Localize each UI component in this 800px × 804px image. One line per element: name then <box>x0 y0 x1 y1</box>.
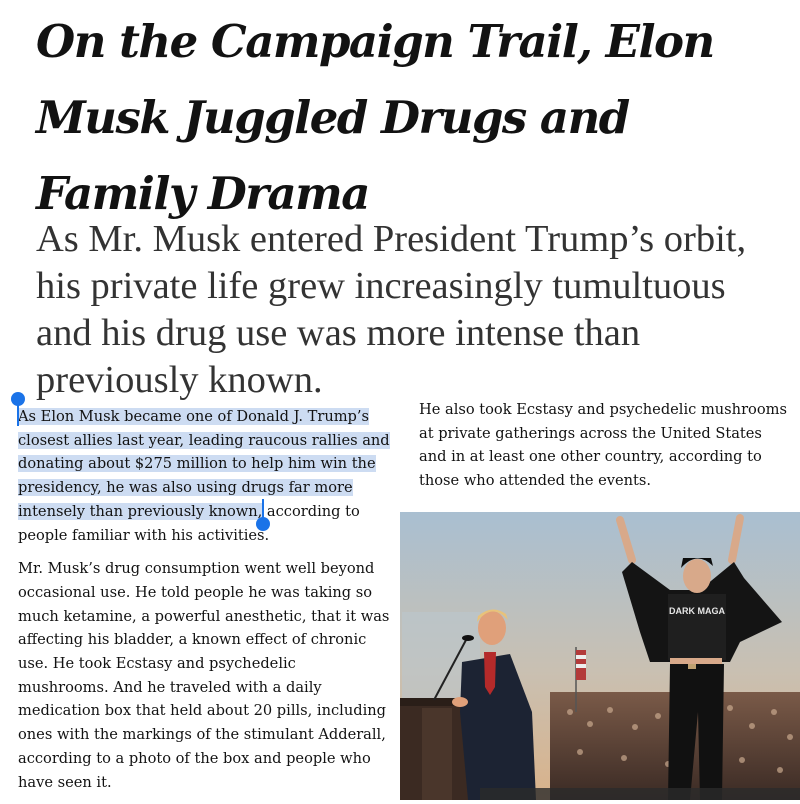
shirt-text: DARK MAGA <box>669 606 725 616</box>
article-photo[interactable] <box>400 512 800 800</box>
selected-text[interactable]: As Elon Musk became one of Donald J. Trump’s closest allies last year, leading raucous rallies and donating about $275 million to help him win the presidency, he was also using drugs far more intensely than previously known, <box>18 408 390 520</box>
paragraph-3: He also took Ecstasy and psychedelic mushrooms at private gatherings across the United States and in at least one other country, according to those who attended the events. <box>419 401 787 490</box>
left-column <box>18 405 390 804</box>
photo-foreground-fence <box>480 788 800 800</box>
headline: On the Campaign Trail, Elon Musk Juggled Drugs and Family Drama <box>36 15 714 220</box>
paragraph-2: Mr. Musk’s drug consumption went well beyond occasional use. He told people he was taking so much ketamine, a powerful anesthetic, that it was affecting his bladder, a known effect of chronic use. He took Ecstasy and psychedelic mushrooms. And he traveled with a daily medication box that held about 20 pills, including ones with the markings of the stimulant Adderall, according to a photo of the box and people who have seen it. <box>18 560 390 791</box>
paragraph-1[interactable] <box>18 405 390 547</box>
summary-dek: As Mr. Musk entered President Trump’s orbit, his private life grew increasingly tumultuous and his drug use was more intense than previously known. <box>36 218 747 401</box>
photo-illustration <box>400 512 800 800</box>
paragraph-1-rest: according to people familiar with his activities. <box>18 502 360 544</box>
